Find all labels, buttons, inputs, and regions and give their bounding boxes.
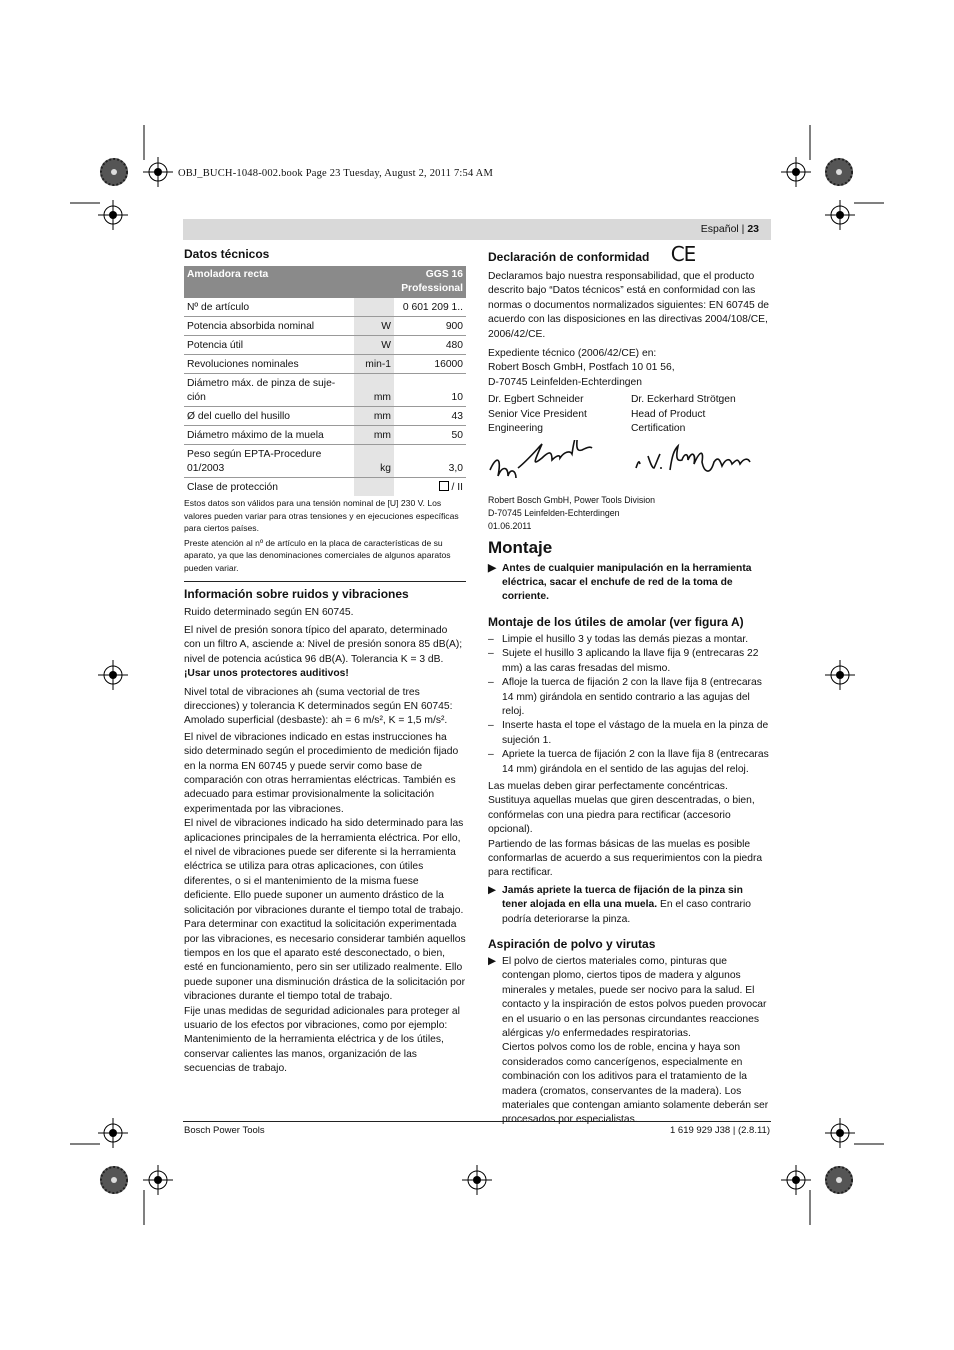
dash-bullet: –: [488, 720, 494, 732]
row-unit: [354, 298, 394, 317]
model-name: GGS 16: [425, 269, 463, 280]
table-header-row: [184, 266, 466, 298]
footer-left: Bosch Power Tools: [184, 1125, 265, 1136]
list-item: [488, 719, 770, 748]
row-label: Peso según EPTA-Procedure 01/2003: [184, 445, 354, 478]
row-unit: min-1: [354, 355, 394, 374]
company-name: Robert Bosch GmbH, Power Tools Division: [488, 495, 656, 506]
mount-warning-rest: En el caso contrario podría deteriorarse la pinza.: [502, 899, 751, 925]
dust-paragraph-2: Ciertos polvos como los de roble, encina y haya son considerados como cancerígenos, especialmente en combinación con los aditivos para el tratamiento de la madera (cromatos, conservantes de la madera). Los materiales que contengan amianto solamente deberán ser procesados por especialistas.: [502, 1042, 769, 1126]
row-value: 43: [394, 407, 466, 426]
divider: [184, 581, 466, 582]
tech-data-title: Datos técnicos: [184, 247, 270, 261]
table-row: [184, 426, 466, 445]
dash-bullet: –: [488, 633, 494, 645]
conformity-title: [488, 242, 770, 266]
row-unit: W: [354, 336, 394, 355]
company-address: D-70745 Leinfelden-Echterdingen: [488, 508, 620, 519]
table-row: [184, 445, 466, 478]
row-value: [394, 478, 466, 497]
table-note-2: Preste atención al nº de artículo en la placa de características de su aparato, ya que las denominaciones comerciales de algunos aparatos pueden variar.: [184, 537, 451, 573]
row-value: 10: [394, 374, 466, 407]
table-row: [184, 298, 466, 317]
vibration-paragraph-1: Nivel total de vibraciones ah (suma vectorial de tres direcciones) y tolerancia K determinados según EN 60745:: [184, 686, 453, 712]
technical-file-line-2: Robert Bosch GmbH, Postfach 10 01 56,: [488, 362, 675, 374]
row-unit: [354, 478, 394, 497]
row-label: Revoluciones nominales: [184, 355, 354, 374]
company-date: 01.06.2011: [488, 520, 532, 531]
row-label: Nº de artículo: [184, 298, 354, 317]
row-unit: mm: [354, 426, 394, 445]
technical-file-line-1: Expediente técnico (2006/42/CE) en:: [488, 348, 657, 360]
list-item-text: Apriete la tuerca de fijación 2 con la llave fija 8 (entrecaras 14 mm) girándola en el sentido de las agujas del reloj.: [502, 749, 769, 775]
page-header: [183, 219, 771, 240]
book-info-line: OBJ_BUCH-1048-002.book Page 23 Tuesday, August 2, 2011 7:54 AM: [178, 168, 493, 179]
list-item: [488, 647, 770, 676]
tech-data-table: [184, 266, 466, 496]
signatory-right: [631, 393, 771, 436]
header-text: Español | 23: [700, 223, 759, 235]
list-item: [488, 748, 770, 777]
dash-bullet: –: [488, 648, 494, 660]
triangle-bullet-icon: ▶: [488, 562, 496, 574]
list-item: [488, 676, 770, 719]
technical-file-line-3: D-70745 Leinfelden-Echterdingen: [488, 376, 642, 388]
dash-bullet: –: [488, 677, 494, 689]
header-language: Español: [700, 223, 739, 235]
vibration-paragraph-2: El nivel de vibraciones indicado en estas instrucciones ha sido determinado según el procedimiento de medición fijado en la norma EN 60745 y puede servir como base de comparación con otras herramientas eléctricas. También es adecuado para estimar provisionalmente la solicitación experimentada por las vibraciones.: [184, 731, 459, 815]
mount-warning: [488, 884, 770, 927]
table-row: [184, 355, 466, 374]
row-unit: W: [354, 317, 394, 336]
noise-paragraph-1: Ruido determinado según EN 60745.: [184, 606, 354, 618]
list-item: [488, 633, 770, 647]
row-unit: mm: [354, 374, 394, 407]
ear-protection-warning: ¡Usar unos protectores auditivos!: [184, 668, 349, 680]
row-label: Clase de protección: [187, 482, 279, 493]
vibration-paragraph-5: Fije unas medidas de seguridad adicionales para proteger al usuario de los efectos por vibraciones, como por ejemplo: Mantenimiento de la herramienta eléctrica y de los útiles, conservar calientes las manos, organización de las secuencias de trabajo.: [184, 1005, 460, 1075]
list-item-text: Afloje la tuerca de fijación 2 con la llave fija 8 (entrecaras 14 mm) girándola en sentido contrario a las agujas del reloj.: [502, 677, 762, 717]
row-unit: kg: [354, 445, 394, 478]
signatory-name: Dr. Egbert Schneider: [488, 394, 584, 406]
row-value: 480: [394, 336, 466, 355]
list-item-text: Limpie el husillo 3 y todas las demás piezas a montar.: [502, 633, 749, 645]
list-item-text: Sujete el husillo 3 aplicando la llave fija 9 (entrecaras 22 mm) a las caras fresadas del mismo.: [502, 648, 759, 674]
vibration-paragraph-3: El nivel de vibraciones indicado ha sido determinado para las aplicaciones principales de la herramienta eléctrica. Por ello, el nivel de vibraciones puede ser diferente si la herramienta eléctrica se utiliza para otras aplicaciones, con útiles diferentes, o si el mantenimiento de la misma fuese deficiente. Ello puede suponer un aumento drástico de la solicitación por vibraciones durante el tiempo total de trabajo.: [184, 818, 464, 916]
double-insulation-icon: [439, 481, 449, 491]
signatory-dept: Certification: [631, 423, 686, 435]
signatories: [488, 393, 770, 436]
row-value: 16000: [394, 355, 466, 374]
row-label: Ø del cuello del husillo: [184, 407, 354, 426]
signatory-dept: Engineering: [488, 423, 543, 435]
row-label: Diámetro máximo de la muela: [184, 426, 354, 445]
table-row: [184, 478, 466, 497]
signatures-image: [488, 440, 770, 488]
conformity-title-text: Declaración de conformidad: [488, 250, 650, 264]
dust-paragraph-1: El polvo de ciertos materiales como, pinturas que contengan plomo, ciertos tipos de madera y algunos minerales y metales, puede ser nocivo para la salud. El contacto y la inspiración de estos polvos pueden provocar en el usuario o en las personas circundantes reacciones alérgicas y/o enfermedades respiratorias.: [502, 956, 767, 1040]
row-value: 3,0: [394, 445, 466, 478]
list-item-text: Inserte hasta el tope el vástago de la muela en la pinza de sujeción 1.: [502, 720, 769, 746]
dust-item: [488, 955, 770, 1128]
protection-class-value: / II: [451, 482, 463, 493]
right-column: [488, 242, 770, 1128]
model-line: Professional: [401, 283, 463, 294]
dust-title: Aspiración de polvo y virutas: [488, 937, 656, 951]
mount-title: Montaje de los útiles de amolar (ver figura A): [488, 614, 744, 629]
page-number: 23: [747, 223, 759, 235]
triangle-bullet-icon: ▶: [488, 956, 496, 967]
signatory-name: Dr. Eckerhard Strötgen: [631, 394, 736, 406]
footer-rule: [183, 1121, 771, 1122]
signatory-left: [488, 393, 631, 436]
vibration-value: Amolado superficial (desbaste): ah = 6 m/s², K = 1,5 m/s².: [184, 715, 448, 727]
montaje-title: Montaje: [488, 538, 553, 558]
signatory-role: Head of Product: [631, 408, 706, 420]
row-label: Potencia útil: [184, 336, 354, 355]
mount-warning-bold: Jamás apriete la tuerca de fijación de la pinza sin tener alojada en ella una muela.: [502, 884, 743, 911]
row-value: 900: [394, 317, 466, 336]
montaje-warning: [488, 562, 770, 605]
row-label: Potencia absorbida nominal: [184, 317, 354, 336]
table-header-model: [394, 266, 466, 298]
conformity-paragraph: Declaramos bajo nuestra responsabilidad, que el producto descrito bajo “Datos técnicos” está en conformidad con las normas o documentos normalizados siguientes: EN 60745 de acuerdo con las disposiciones en las directivas 2004/108/CE, 2006/42/CE.: [488, 271, 770, 340]
vibration-paragraph-4: Para determinar con exactitud la solicitación experimentada por las vibraciones, es necesario considerar también aquellos tiempos en los que el aparato esté desconectado, o bien, esté en funcionamiento, pero sin ser utilizado realmente. Ello puede suponer una disminución drástica de la solicitación por vibraciones durante el tiempo total de trabajo.: [184, 919, 466, 1003]
left-column: [184, 247, 466, 1077]
signatory-role: Senior Vice President: [488, 408, 587, 420]
table-note-1: Estos datos son válidos para una tensión nominal de [U] 230 V. Los valores pueden variar para otras tensiones y en ejecuciones específicas para ciertos países.: [184, 498, 459, 534]
mount-paragraph-2: Partiendo de las formas básicas de las muelas es posible conformarlas de acuerdo a sus requerimientos con la piedra para rectificar.: [488, 838, 763, 879]
ce-mark-icon: CE: [670, 242, 696, 266]
footer-right: 1 619 929 J38 | (2.8.11): [669, 1125, 770, 1136]
table-header-product: Amoladora recta: [184, 266, 394, 298]
table-row: [184, 374, 466, 407]
table-row: [184, 317, 466, 336]
table-row: [184, 407, 466, 426]
row-value: 50: [394, 426, 466, 445]
noise-title: Información sobre ruidos y vibraciones: [184, 586, 409, 601]
noise-paragraph-2: El nivel de presión sonora típico del aparato, determinado con un filtro A, asciende a: Nivel de presión sonora 85 dB(A); nivel de potencia acústica 96 dB(A). Tolerancia K = 3 dB.: [184, 624, 463, 665]
dash-bullet: –: [488, 749, 494, 761]
row-unit: mm: [354, 407, 394, 426]
triangle-bullet-icon: ▶: [488, 884, 496, 896]
montaje-warning-text: Antes de cualquier manipulación en la herramienta eléctrica, sacar el enchufe de red de la toma de corriente.: [502, 562, 752, 603]
row-value: 0 601 209 1..: [394, 298, 466, 317]
table-row: [184, 336, 466, 355]
company-block: [488, 494, 770, 532]
mount-paragraph-1: Las muelas deben girar perfectamente concéntricas. Sustituya aquellas muelas que giren descentradas, o bien, confórmelas con una piedra para rectificar (accesorio opcional).: [488, 780, 755, 836]
row-label: Diámetro máx. de pinza de suje-ción: [184, 374, 354, 407]
